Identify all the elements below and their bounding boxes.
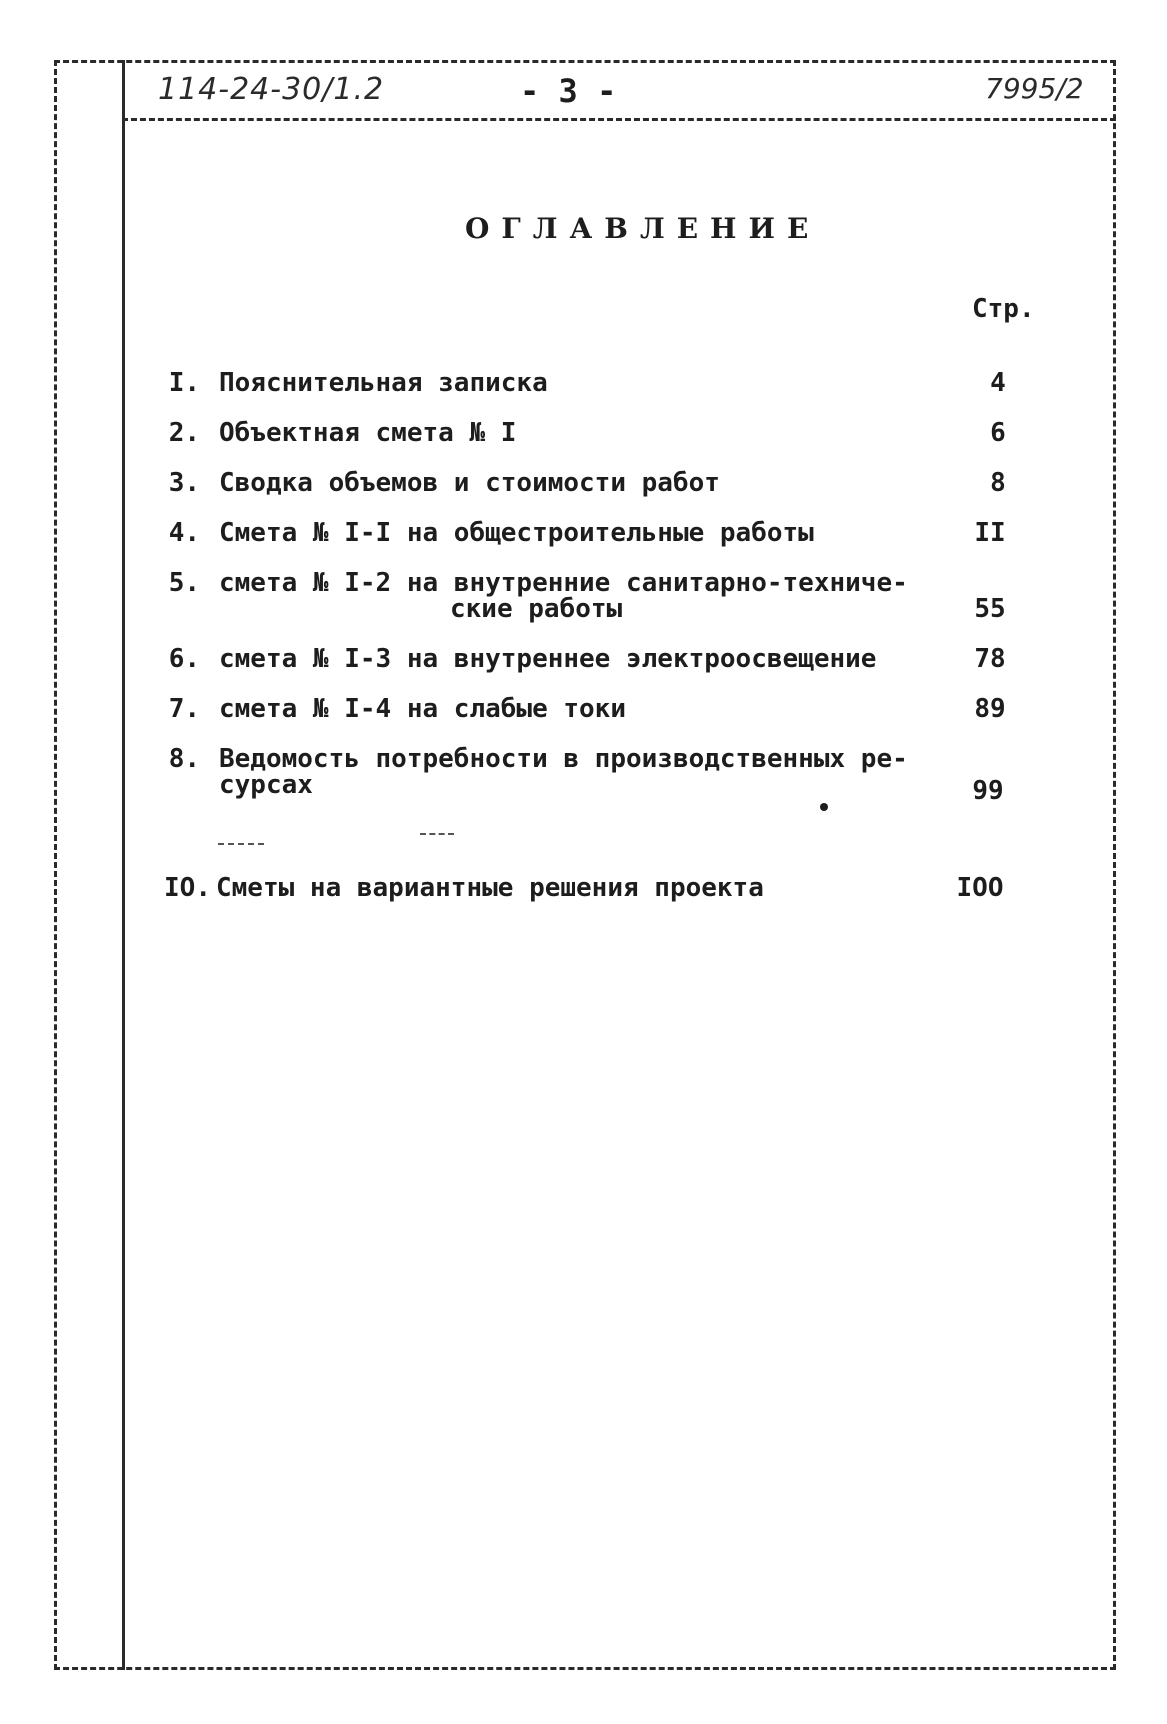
toc-entry-page: II — [974, 518, 1006, 548]
page-number: - 3 - — [520, 72, 617, 110]
toc-entry-number: 6. — [168, 644, 200, 674]
binding-margin-line — [122, 60, 125, 1670]
toc-entry-title-continuation: сурсах — [219, 770, 313, 800]
toc-entry-page: 6 — [990, 418, 1006, 448]
toc-entry-number: 8. — [168, 744, 200, 774]
toc-entry-title: смета № I-3 на внутреннее электроосвещение — [219, 644, 877, 674]
toc-entry-number: 2. — [168, 418, 200, 448]
toc-entry-title: Смета № I-I на общестроительные работы — [219, 518, 814, 548]
toc-entry-page: IOO — [956, 873, 1004, 903]
toc-entry-page: 78 — [974, 644, 1006, 674]
toc-entry-page: 55 — [974, 594, 1006, 624]
toc-entry-title: смета № I-4 на слабые токи — [219, 694, 626, 724]
inventory-number: 7995/2 — [985, 72, 1084, 105]
toc-entry-title: Пояснительная записка — [219, 368, 548, 398]
document-code: 114-24-30/1.2 — [158, 72, 385, 107]
page-frame — [54, 60, 1116, 1670]
toc-entry-title: Сводка объемов и стоимости работ — [219, 468, 720, 498]
toc-entry-number: I. — [168, 368, 200, 398]
toc-entry-page: 99 — [972, 776, 1004, 806]
toc-entry-number: 5. — [168, 568, 200, 598]
toc-entry-title: смета № I-2 на внутренние санитарно-техниче- — [219, 568, 908, 598]
toc-entry-page: 89 — [974, 694, 1006, 724]
stray-ink-dot — [820, 803, 828, 811]
toc-entry-number: 3. — [168, 468, 200, 498]
toc-entry-title-continuation: ские работы — [450, 594, 623, 624]
header-rule — [122, 118, 1116, 121]
stray-ink-dash — [218, 843, 264, 845]
toc-entry-number: 7. — [168, 694, 200, 724]
toc-entry-number: 4. — [168, 518, 200, 548]
toc-entry-page: 8 — [990, 468, 1006, 498]
toc-entry-page: 4 — [990, 368, 1006, 398]
page-column-label: Стр. — [972, 294, 1035, 324]
stray-ink-dash — [420, 833, 454, 835]
toc-entry-title: Ведомость потребности в производственных ре- — [219, 744, 908, 774]
toc-entry-number: IO. — [164, 873, 211, 903]
toc-entry-title: Сметы на вариантные решения проекта — [216, 873, 764, 903]
toc-entry-title: Объектная смета № I — [219, 418, 517, 448]
page-title: ОГЛАВЛЕНИЕ — [465, 212, 821, 245]
